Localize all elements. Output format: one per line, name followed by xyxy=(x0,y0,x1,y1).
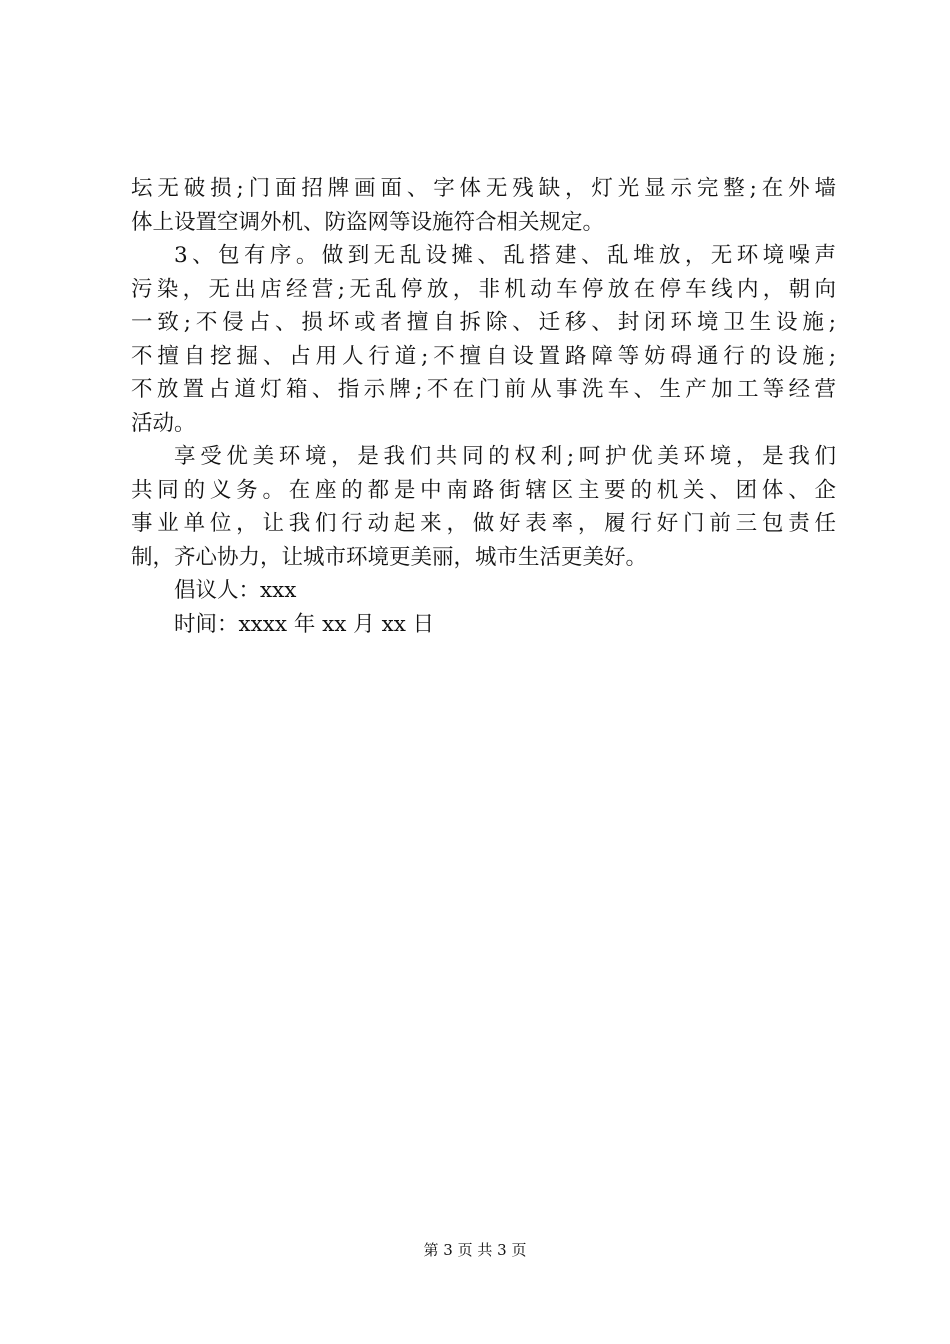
text-line: 共同的义务。在座的都是中南路街辖区主要的机关、团体、企 xyxy=(131,477,836,503)
text-line: 活动。 xyxy=(131,410,196,436)
text-line: 享受优美环境，是我们共同的权利;呵护优美环境，是我们 xyxy=(174,444,836,469)
text-line: 不放置占道灯箱、指示牌;不在门前从事洗车、生产加工等经营 xyxy=(131,377,836,402)
signature-block xyxy=(131,574,836,641)
paragraph-3 xyxy=(131,440,836,574)
text-line: 坛无破损;门面招牌画面、字体无残缺，灯光显示完整;在外墙 xyxy=(131,176,836,201)
text-line: 不擅自挖掘、占用人行道;不擅自设置路障等妨碍通行的设施; xyxy=(131,343,836,369)
document-body xyxy=(131,172,836,641)
paragraph-2 xyxy=(131,239,836,440)
proposer-line: 倡议人：xxx xyxy=(174,578,297,603)
text-line: 制，齐心协力，让城市环境更美丽，城市生活更美好。 xyxy=(131,544,648,570)
text-line: 体上设置空调外机、防盗网等设施符合相关规定。 xyxy=(131,209,605,235)
date-line: 时间：xxxx 年 xx 月 xx 日 xyxy=(174,611,435,637)
text-line: 事业单位，让我们行动起来，做好表率，履行好门前三包责任 xyxy=(131,511,836,536)
text-line: 3、包有序。做到无乱设摊、乱搭建、乱堆放，无环境噪声 xyxy=(174,243,836,268)
text-line: 一致;不侵占、损坏或者擅自拆除、迁移、封闭环境卫生设施; xyxy=(131,310,836,335)
text-line: 污染，无出店经营;无乱停放，非机动车停放在停车线内，朝向 xyxy=(131,276,836,302)
page-footer: 第 3 页 共 3 页 xyxy=(423,1241,527,1259)
paragraph-1 xyxy=(131,172,836,239)
